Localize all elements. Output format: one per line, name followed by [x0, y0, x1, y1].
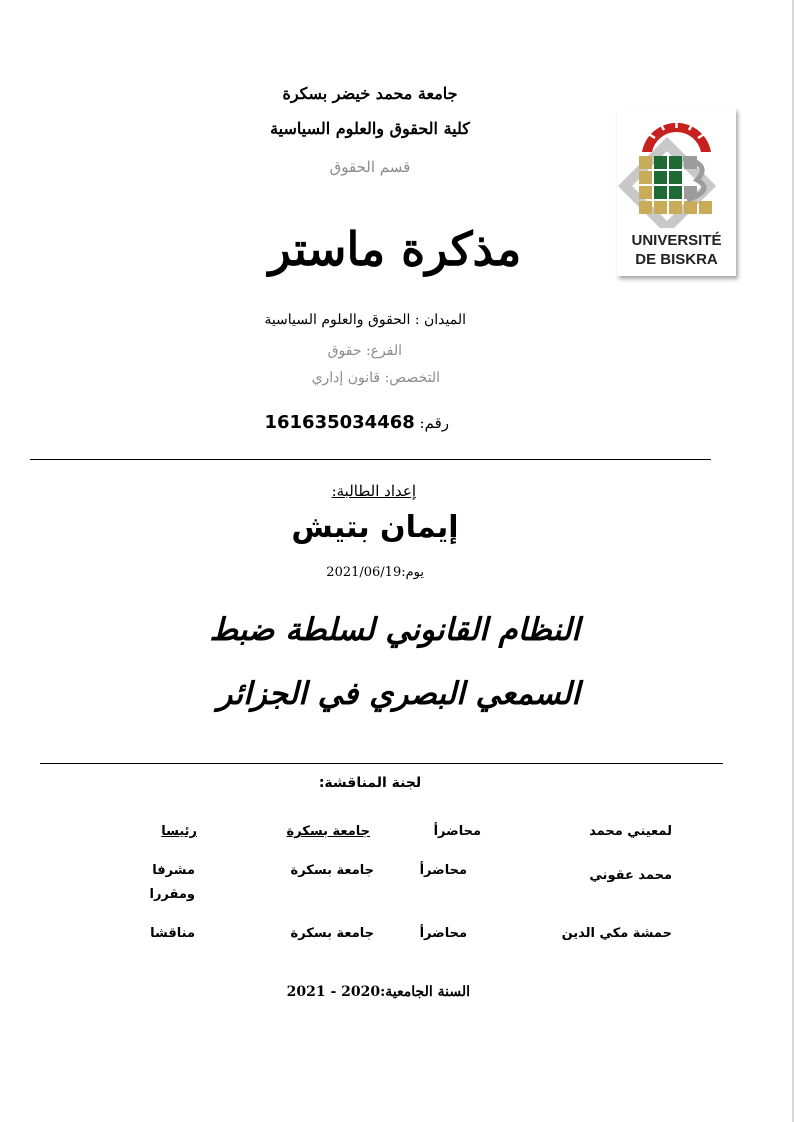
prepared-by-label: إعداد الطالبة: [331, 482, 416, 500]
department-name: قسم الحقوق [329, 158, 411, 176]
faculty-name: كلية الحقوق والعلوم السياسية [270, 119, 470, 138]
member-role: مناقشا [150, 926, 195, 941]
divider-bottom [40, 763, 723, 764]
thesis-type-heading: مذكرة ماستر [268, 222, 522, 276]
member-university: جامعة بسكرة [286, 824, 370, 839]
number-value: 161635034468 [264, 412, 415, 433]
defense-date [326, 565, 424, 580]
member-name: حمشة مكي الدين [561, 926, 672, 941]
member-rank: محاضرأ [419, 926, 467, 941]
thesis-number [264, 412, 449, 433]
member-rank: محاضرأ [433, 824, 481, 839]
academic-year: السنة الجامعية:2020 - 2021 [286, 984, 470, 1000]
date-label: يوم: [401, 565, 424, 580]
specialty-line: التخصص: قانون إداري [311, 370, 440, 386]
logo-text-line2: DE BISKRA [635, 251, 718, 268]
thesis-title-line2: السمعي البصري في الجزائر [217, 676, 580, 712]
university-logo [617, 108, 736, 276]
thesis-title-line1: النظام القانوني لسلطة ضبط [209, 612, 580, 648]
branch-line: الفرع: حقوق [327, 343, 402, 359]
student-name: إيمان بتيش [291, 510, 459, 545]
member-name: لمعيني محمد [589, 824, 672, 839]
committee-heading: لجنة المناقشة: [318, 775, 422, 791]
date-value: 2021/06/19 [326, 565, 402, 580]
number-label: رقم: [419, 414, 449, 432]
member-role: رئيسا [161, 824, 197, 839]
field-line: الميدان : الحقوق والعلوم السياسية [264, 312, 466, 328]
divider-top [30, 459, 711, 460]
member-university: جامعة بسكرة [290, 926, 374, 941]
logo-text-line1: UNIVERSITÉ [631, 232, 722, 249]
member-role: مشرفا ومقررا [149, 863, 195, 902]
member-rank: محاضرأ [419, 863, 467, 878]
logo-emblem-icon [617, 108, 736, 228]
member-name: محمد عقوني [589, 868, 672, 883]
member-university: جامعة بسكرة [290, 863, 374, 878]
university-name: جامعة محمد خيضر بسكرة [282, 84, 458, 103]
